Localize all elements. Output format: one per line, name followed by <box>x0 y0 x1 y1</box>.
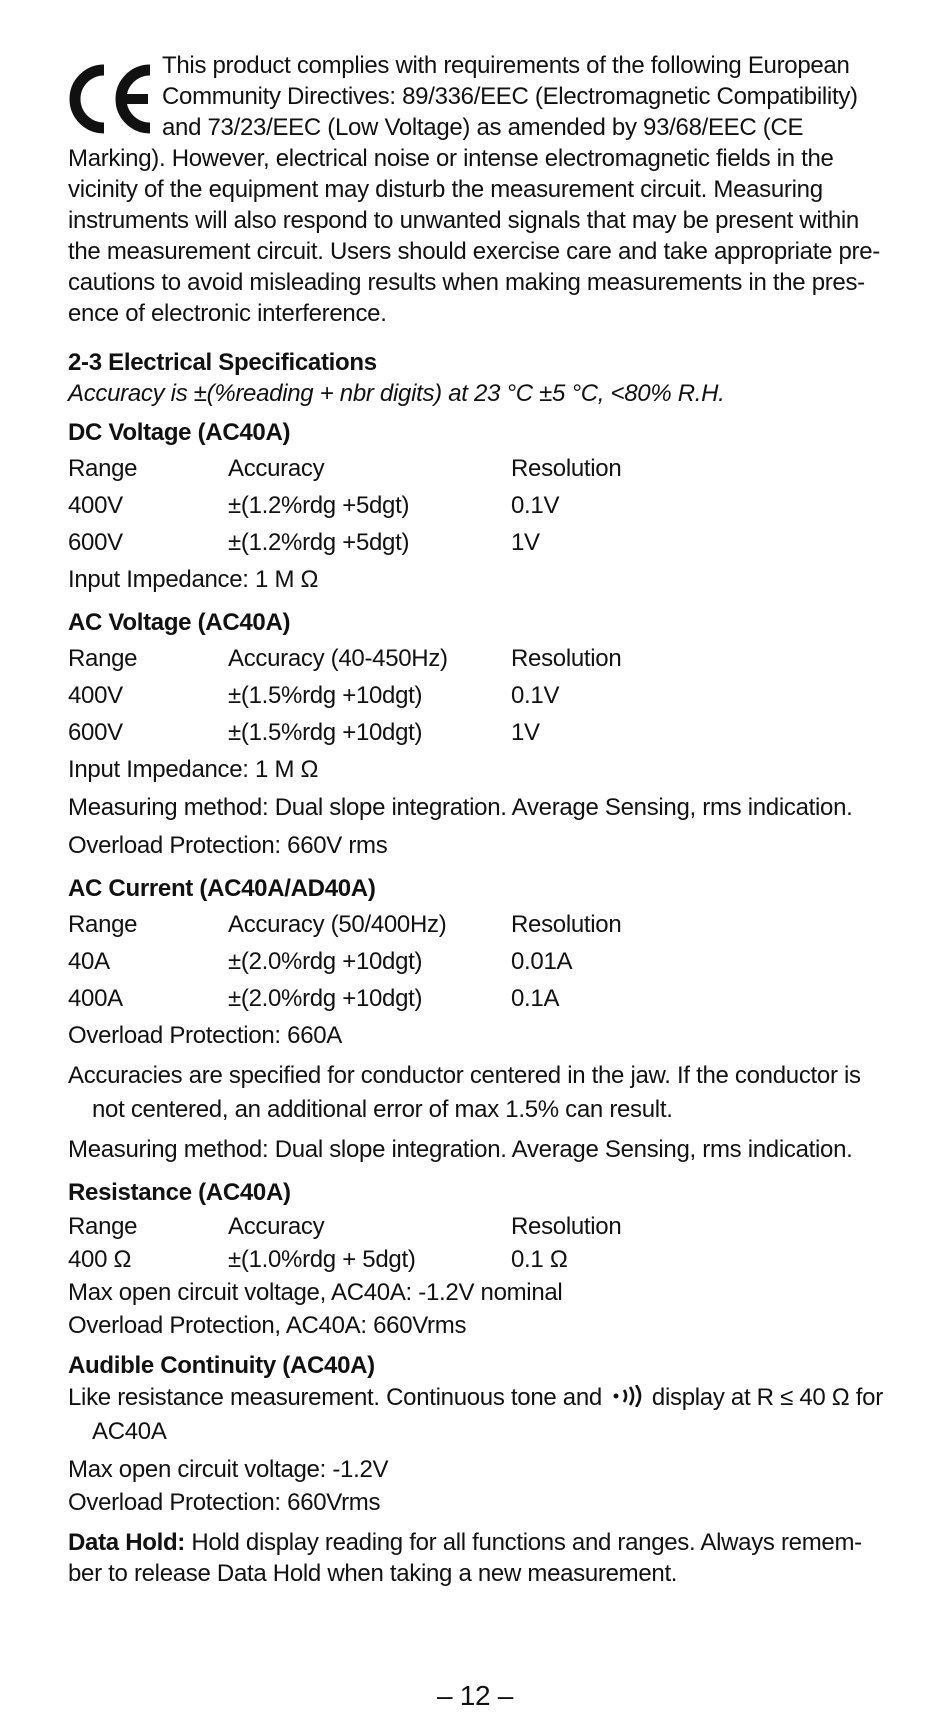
ac-current-method: Measuring method: Dual slope integration. Average Sensing, rms indication. <box>68 1136 853 1163</box>
ac-input-impedance: Input Impedance: 1 M Ω <box>68 756 319 783</box>
accuracy-cell: ±(1.5%rdg +10dgt) <box>228 719 423 746</box>
accuracy-cell: ±(1.0%rdg + 5dgt) <box>228 1246 416 1273</box>
column-header: Accuracy (50/400Hz) <box>228 911 447 938</box>
range-cell: 40A <box>68 948 110 975</box>
resolution-cell: 0.1V <box>511 492 560 519</box>
table-row <box>68 677 711 714</box>
dc-voltage-title: DC Voltage (AC40A) <box>68 419 291 446</box>
table-row <box>68 943 711 980</box>
column-header: Accuracy <box>228 1213 325 1240</box>
continuity-open-voltage: Max open circuit voltage: -1.2V <box>68 1456 389 1483</box>
continuity-beep-icon <box>612 1385 646 1407</box>
resolution-cell: 1V <box>511 719 540 746</box>
ac-current-title: AC Current (AC40A/AD40A) <box>68 875 376 902</box>
ac-current-accuracy-note: Accuracies are specified for conductor centered in the jaw. If the conductor is not centered, an additional error of max 1.5% can result. <box>68 1062 861 1123</box>
data-hold-label: Data Hold: <box>68 1529 186 1556</box>
column-header: Range <box>68 911 138 938</box>
range-cell: 600V <box>68 529 123 556</box>
continuity-text-before: Like resistance measurement. Continuous tone and <box>68 1384 602 1411</box>
table-row <box>68 714 711 751</box>
column-header: Range <box>68 1213 138 1240</box>
range-cell: 600V <box>68 719 123 746</box>
resolution-cell: 0.1V <box>511 682 560 709</box>
column-header: Resolution <box>511 455 622 482</box>
ac-current-overload: Overload Protection: 660A <box>68 1022 342 1049</box>
column-header: Accuracy <box>228 455 325 482</box>
ce-compliance-block <box>68 50 890 329</box>
resolution-cell: 1V <box>511 529 540 556</box>
ac-voltage-method: Measuring method: Dual slope integration. Average Sensing, rms indication. <box>68 794 853 821</box>
data-hold-text: Hold display reading for all functions and ranges. Always remem-ber to release Data Hold when taking a new measurement. <box>68 1529 862 1587</box>
column-header: Range <box>68 455 138 482</box>
data-hold-paragraph <box>68 1527 890 1589</box>
table-row <box>68 980 711 1017</box>
column-header: Resolution <box>511 1213 622 1240</box>
dc-voltage-table <box>68 450 711 561</box>
resistance-open-voltage: Max open circuit voltage, AC40A: -1.2V nominal <box>68 1279 563 1306</box>
continuity-overload: Overload Protection: 660Vrms <box>68 1489 381 1516</box>
page-number: – 12 – <box>436 1680 514 1711</box>
ce-mark-icon <box>66 60 154 138</box>
accuracy-cell: ±(2.0%rdg +10dgt) <box>228 948 423 975</box>
range-cell: 400V <box>68 682 123 709</box>
table-row <box>68 1243 711 1276</box>
ac-current-table <box>68 906 711 1017</box>
accuracy-cell: ±(1.2%rdg +5dgt) <box>228 529 410 556</box>
ac-voltage-overload: Overload Protection: 660V rms <box>68 832 388 859</box>
table-header-row <box>68 640 711 677</box>
column-header: Range <box>68 645 138 672</box>
resistance-title: Resistance (AC40A) <box>68 1179 291 1206</box>
column-header: Resolution <box>511 911 622 938</box>
table-header-row <box>68 450 711 487</box>
column-header: Resolution <box>511 645 622 672</box>
ac-voltage-title: AC Voltage (AC40A) <box>68 609 291 636</box>
accuracy-conditions: Accuracy is ±(%reading + nbr digits) at 23 °C ±5 °C, <80% R.H. <box>68 380 725 407</box>
continuity-description <box>68 1381 890 1449</box>
continuity-title: Audible Continuity (AC40A) <box>68 1352 375 1379</box>
table-row <box>68 524 711 561</box>
accuracy-cell: ±(1.2%rdg +5dgt) <box>228 492 410 519</box>
dc-input-impedance: Input Impedance: 1 M Ω <box>68 566 319 593</box>
resolution-cell: 0.01A <box>511 948 573 975</box>
table-header-row <box>68 1210 711 1243</box>
range-cell: 400V <box>68 492 123 519</box>
section-title: 2-3 Electrical Specifications <box>68 349 377 376</box>
resolution-cell: 0.1 Ω <box>511 1246 568 1273</box>
continuity-text-after: display at R ≤ 40 Ω for AC40A <box>92 1384 883 1445</box>
table-header-row <box>68 906 711 943</box>
ce-compliance-text: This product complies with requirements of the following European Community Directives: 89/336/EEC (Electromagnetic Compatibility) and 73/23/EEC (Low Voltage) as amended by 93/68/EEC (CE Marking). However, electrical noise or intense electromagnetic fields in the vicinity of the equipment may disturb the measurement circuit. Measuring instruments will also respond to unwanted signals that may be present within the measurement circuit. Users should exercise care and take appropriate pre-cautions to avoid misleading results when making measurements in the pres-ence of electronic interference. <box>68 52 880 327</box>
resistance-table <box>68 1210 711 1276</box>
range-cell: 400 Ω <box>68 1246 132 1273</box>
column-header: Accuracy (40-450Hz) <box>228 645 448 672</box>
ac-voltage-table <box>68 640 711 751</box>
accuracy-cell: ±(2.0%rdg +10dgt) <box>228 985 423 1012</box>
accuracy-cell: ±(1.5%rdg +10dgt) <box>228 682 423 709</box>
table-row <box>68 487 711 524</box>
resolution-cell: 0.1A <box>511 985 560 1012</box>
resistance-overload: Overload Protection, AC40A: 660Vrms <box>68 1312 467 1339</box>
range-cell: 400A <box>68 985 123 1012</box>
